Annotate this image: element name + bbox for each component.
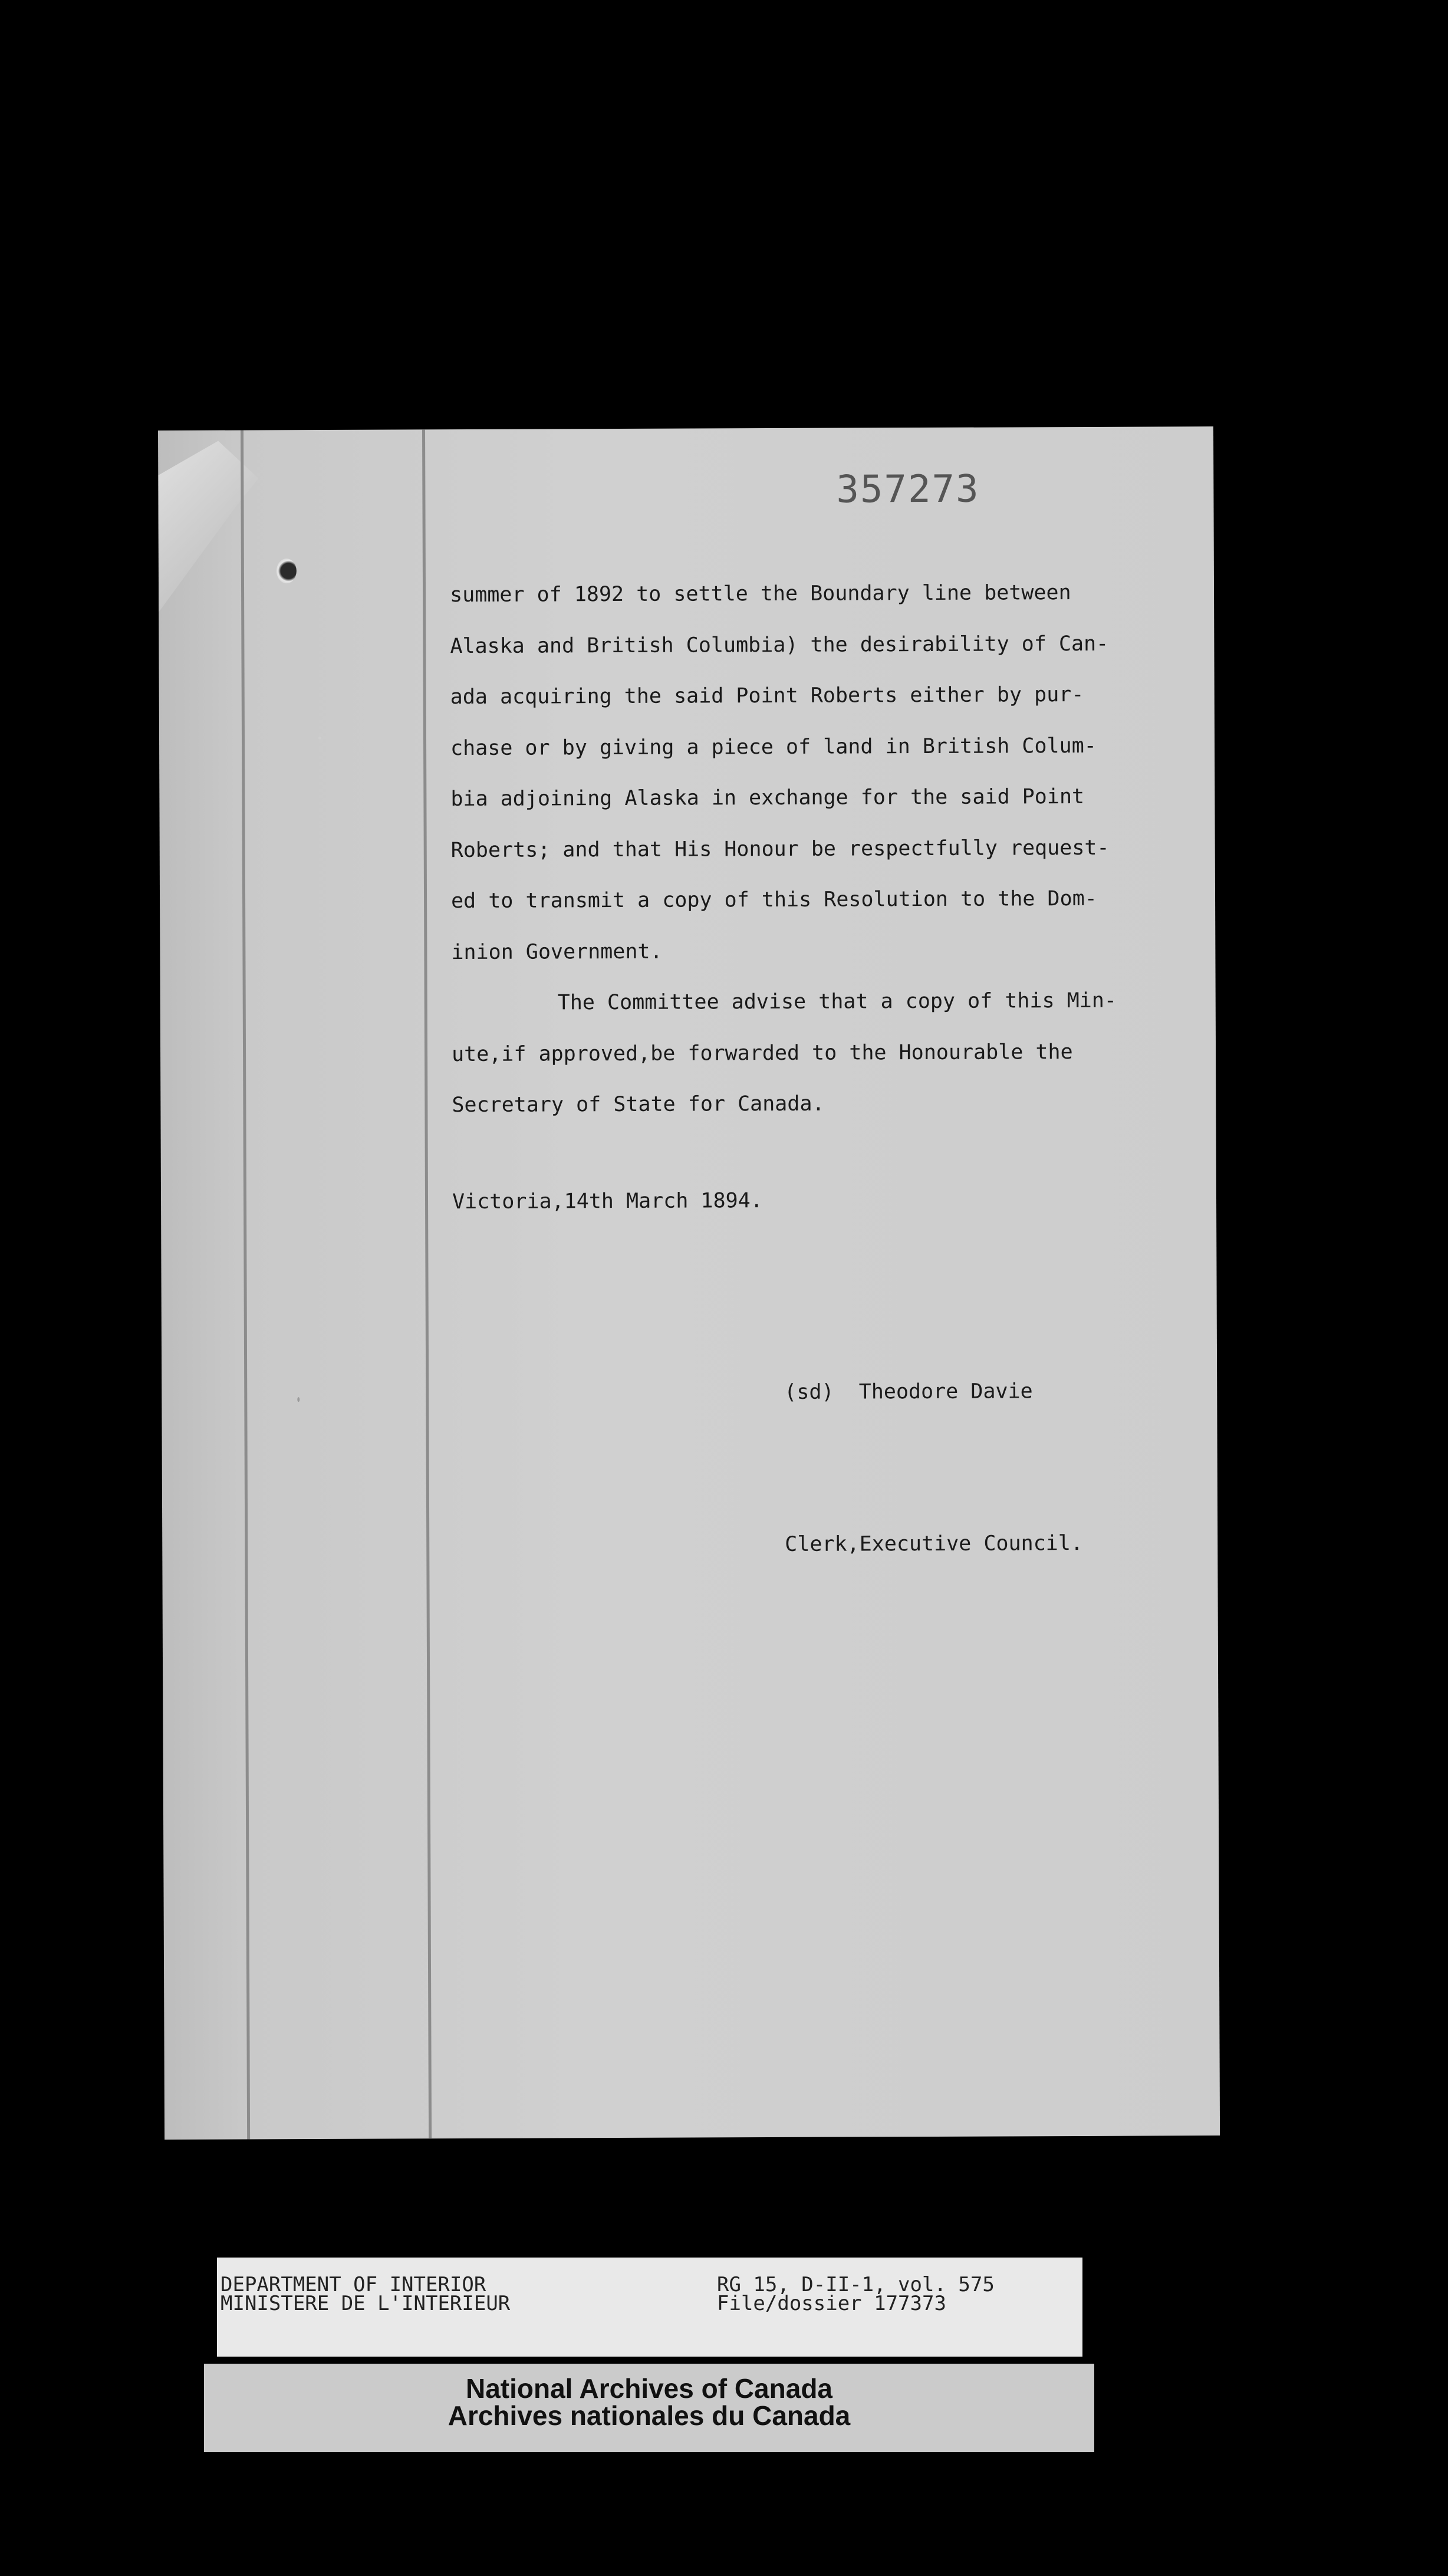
dateline: Victoria,14th March 1894.: [452, 1189, 763, 1214]
signature-block: [784, 1264, 1083, 1671]
punch-hole: [277, 558, 297, 583]
body-text: [450, 567, 1171, 1131]
document-page: [158, 426, 1220, 2140]
archive-reference-label: [217, 2258, 1082, 2357]
margin-rule-left: [241, 430, 250, 2139]
signature-name: (sd) Theodore Davie: [784, 1379, 1033, 1404]
body-line: Roberts; and that His Honour be respectfully request-: [450, 836, 1110, 862]
body-line: The Committee advise that a copy of this Min-: [557, 988, 1117, 1015]
document-number-stamp: 357273: [836, 467, 980, 512]
margin-rule-right: [422, 429, 432, 2138]
reference-label: [717, 2275, 995, 2313]
body-line: Alaska and British Columbia) the desirability of Can-: [450, 632, 1109, 658]
archive-name-en: National Archives of Canada: [465, 2373, 832, 2404]
paper-speck: [297, 1397, 300, 1402]
body-line: chase or by giving a piece of land in British Colum-: [450, 734, 1097, 760]
body-line: ed to transmit a copy of this Resolution to the Dom-: [450, 886, 1097, 914]
body-line: ada acquiring the said Point Roberts either by pur-: [450, 682, 1084, 709]
department-en: DEPARTMENT OF INTERIOR: [221, 2273, 486, 2296]
archive-name-fr: Archives nationales du Canada: [447, 2400, 851, 2431]
body-line: ute,if approved,be forwarded to the Honourable the: [451, 1040, 1073, 1066]
body-line: inion Government.: [451, 939, 663, 964]
body-line: summer of 1892 to settle the Boundary line between: [449, 581, 1071, 607]
body-line: bia adjoining Alaska in exchange for the said Point: [450, 784, 1085, 811]
reference-file: File/dossier 177373: [717, 2292, 946, 2315]
reference-volume: RG 15, D-II-1, vol. 575: [717, 2273, 995, 2296]
archive-name-banner: [204, 2364, 1094, 2452]
body-line: Secretary of State for Canada.: [452, 1092, 825, 1118]
department-fr: MINISTERE DE L'INTERIEUR: [221, 2292, 511, 2315]
signature-title: Clerk,Executive Council.: [785, 1531, 1084, 1556]
department-label: [221, 2275, 510, 2313]
paper-speck: [318, 737, 321, 740]
